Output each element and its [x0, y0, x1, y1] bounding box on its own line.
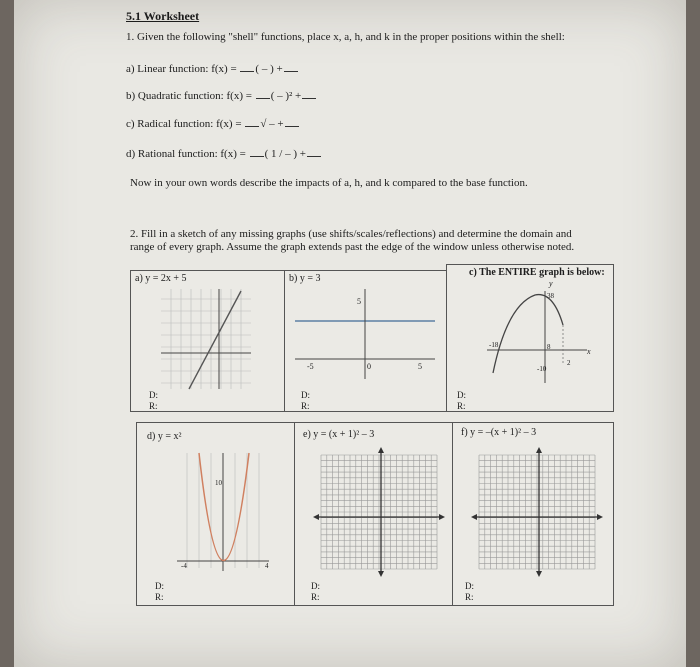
q1-item-b: [126, 89, 317, 102]
cell-a: [130, 270, 286, 412]
q2-line2: range of every graph. Assume the graph extends past the edge of the window unless otherwise noted.: [130, 241, 575, 253]
q1-item-b-shell: ( – )² +: [270, 90, 302, 102]
cell-b-domain: D:: [301, 390, 310, 400]
q1-item-c-shell: √ – +: [260, 118, 284, 130]
axis-arrow: [313, 514, 319, 520]
cell-b-tick-top: 5: [357, 297, 361, 306]
cell-d-grid: [137, 423, 295, 605]
cell-b-caption: b) y = 3: [289, 273, 321, 284]
cell-d-parabola: [199, 453, 249, 561]
cell-b: [284, 270, 448, 412]
axis-arrow: [439, 514, 445, 520]
cell-b-tick-left: -5: [307, 362, 314, 371]
cell-e-caption: e) y = (x + 1)² – 3: [303, 429, 375, 440]
q1-describe: Now in your own words describe the impacts of a, h, and k compared to the base function.: [130, 177, 528, 189]
cell-f-range: R:: [465, 592, 474, 602]
cell-e-domain: D:: [311, 581, 320, 591]
cell-c-curve: [493, 295, 563, 373]
cell-f-domain: D:: [465, 581, 474, 591]
axis-arrow: [597, 514, 603, 520]
cell-c-right-label: 2: [567, 359, 571, 367]
q1-item-c: [126, 117, 300, 130]
q2-line1: 2. Fill in a sketch of any missing graphs (use shifts/scales/reflections) and determine the domain and: [130, 228, 572, 240]
cell-c-graph: [447, 265, 613, 411]
cell-c-x-label: x: [587, 347, 591, 356]
cell-d-domain: D:: [155, 581, 164, 591]
cell-d-tick-right: 4: [265, 562, 269, 570]
cell-a-line: [189, 291, 241, 389]
axis-arrow: [378, 571, 384, 577]
q1-item-a-label: a) Linear function: f(x) =: [126, 63, 240, 75]
q1-item-a: [126, 62, 299, 75]
cell-b-range: R:: [301, 401, 310, 411]
cell-f: [452, 422, 614, 606]
cell-a-domain: D:: [149, 390, 158, 400]
cell-d: [136, 422, 296, 606]
cell-c-domain: D:: [457, 390, 466, 400]
cell-d-tick-left: -4: [181, 562, 187, 570]
cell-a-caption: a) y = 2x + 5: [135, 273, 187, 284]
cell-c-left-label: -18: [489, 341, 499, 349]
q1-item-a-shell: ( – ) +: [255, 63, 283, 75]
q1-item-b-label: b) Quadratic function: f(x) =: [126, 90, 255, 102]
cell-c: [446, 264, 614, 412]
cell-c-y-label: y: [549, 279, 553, 288]
cell-d-caption: d) y = x²: [147, 431, 182, 442]
cell-d-tick-top: 10: [215, 479, 222, 487]
cell-b-tick-origin: 0: [367, 362, 371, 371]
axis-arrow: [536, 447, 542, 453]
q1-item-c-label: c) Radical function: f(x) =: [126, 118, 245, 130]
q1-item-d-shell: ( 1 / – ) +: [264, 148, 306, 160]
cell-c-caption: c) The ENTIRE graph is below:: [469, 267, 605, 278]
question-1-prompt: 1. Given the following "shell" functions, place x, a, h, and k in the proper positions within the shell:: [126, 31, 565, 43]
q1-item-d: [126, 147, 322, 160]
worksheet-title: 5.1 Worksheet: [126, 9, 200, 23]
cell-e-range: R:: [311, 592, 320, 602]
cell-b-tick-right: 5: [418, 362, 422, 371]
cell-a-range: R:: [149, 401, 158, 411]
cell-c-range: R:: [457, 401, 466, 411]
cell-f-grid: [453, 423, 613, 605]
cell-c-mid-label: 8: [547, 343, 551, 351]
axis-arrow: [378, 447, 384, 453]
worksheet-page: [14, 0, 686, 667]
axis-arrow: [536, 571, 542, 577]
cell-f-caption: f) y = –(x + 1)² – 3: [461, 427, 537, 438]
cell-c-bottom-label: -10: [537, 365, 547, 373]
cell-c-top-label: 38: [547, 292, 554, 300]
axis-arrow: [471, 514, 477, 520]
cell-d-range: R:: [155, 592, 164, 602]
q1-item-d-label: d) Rational function: f(x) =: [126, 148, 249, 160]
cell-e: [294, 422, 454, 606]
cell-e-grid: [295, 423, 453, 605]
